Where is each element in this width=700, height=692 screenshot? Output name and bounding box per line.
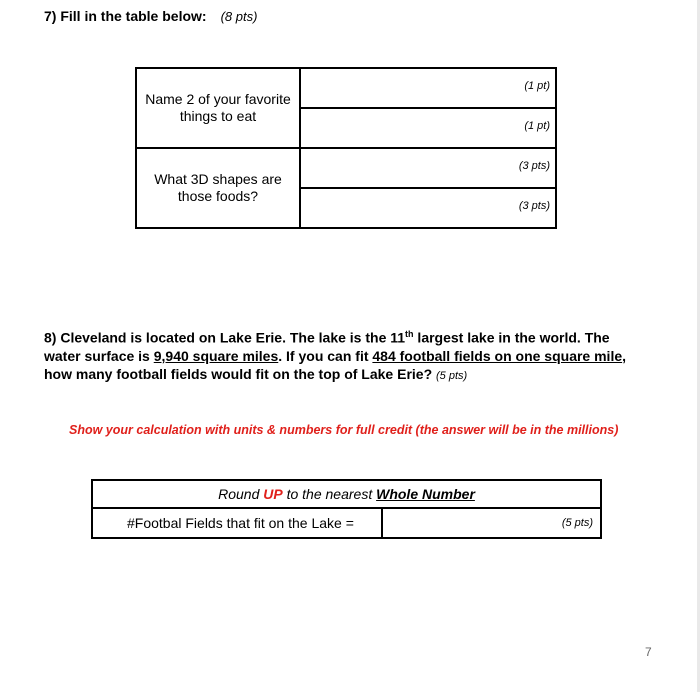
fields-per-mile-value: 484 football fields on one square mile <box>372 347 623 364</box>
rounding-text-b: to the nearest <box>282 486 377 502</box>
q8-text-part1: 8) Cleveland is located on Lake Erie. The lake is the 11 <box>44 329 406 346</box>
favorite-food-2-cell[interactable]: (1 pt) <box>300 108 556 148</box>
rounding-text-a: Round <box>218 486 264 502</box>
favorite-food-1-cell[interactable]: (1 pt) <box>300 68 556 108</box>
shape-1-cell[interactable]: (3 pts) <box>300 148 556 188</box>
football-fields-label: #Footbal Fields that fit on the Lake = <box>92 508 382 538</box>
shapes-label: What 3D shapes are those foods? <box>136 148 300 228</box>
favorite-foods-table <box>135 67 557 229</box>
rounding-up-word: UP <box>263 486 283 502</box>
q8-text-part2: largest lake in the world. The water surface is <box>44 329 610 364</box>
shape-2-cell[interactable]: (3 pts) <box>300 188 556 228</box>
q8-text-part3: . If you can fit <box>278 347 373 364</box>
question-7-heading <box>44 8 257 24</box>
page-number: 7 <box>645 645 652 659</box>
calculation-note: Show your calculation with units & numbers for full credit (the answer will be in the millions) <box>69 423 619 437</box>
whole-number-word: Whole Number <box>376 486 475 502</box>
lake-area-value: 9,940 square miles <box>153 347 279 364</box>
answer-table <box>91 479 602 539</box>
question-7-title: 7) Fill in the table below: <box>44 8 207 24</box>
favorite-foods-label: Name 2 of your favorite things to eat <box>136 68 300 148</box>
q8-text-part4: , how many football fields would fit on the top of Lake Erie? <box>44 347 627 382</box>
question-7-points: (8 pts) <box>220 9 258 24</box>
football-fields-answer-cell[interactable]: (5 pts) <box>382 508 601 538</box>
q8-superscript: th <box>405 329 414 339</box>
question-8-points: (5 pts) <box>436 369 468 382</box>
rounding-instruction <box>92 480 601 508</box>
question-8-text <box>44 325 644 385</box>
